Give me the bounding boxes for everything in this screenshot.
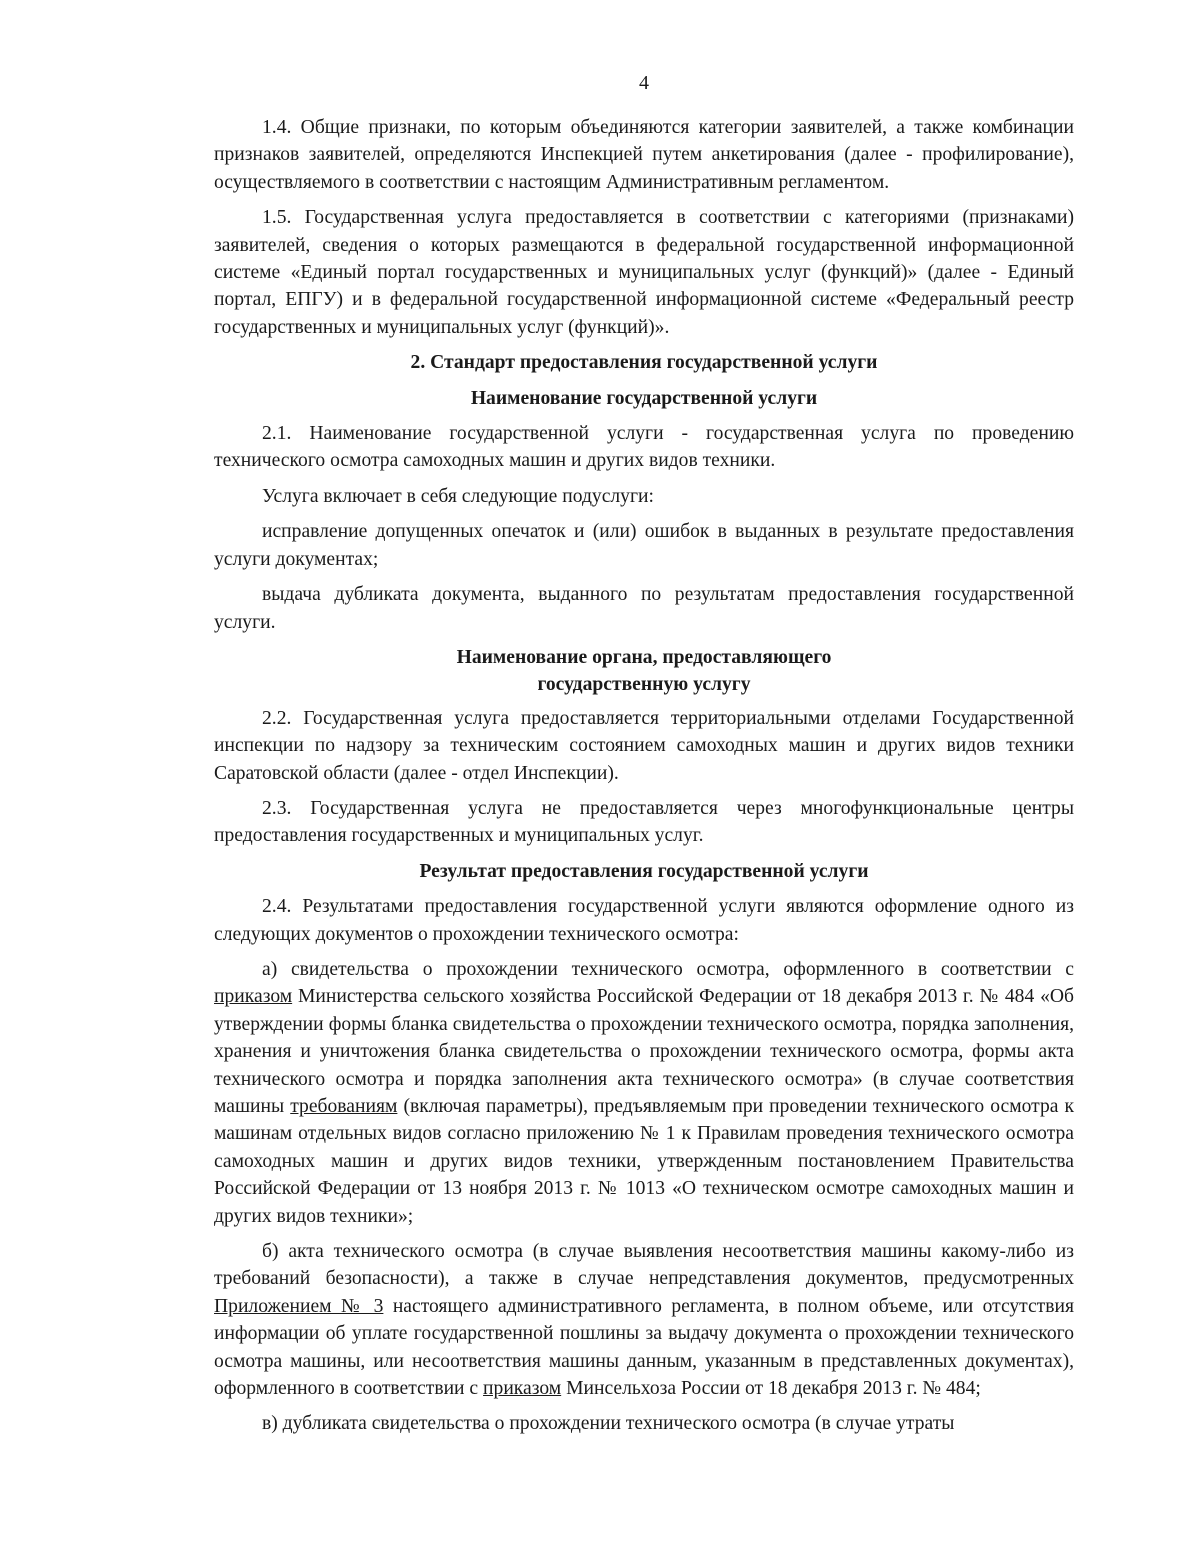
page-number: 4 [639,72,649,94]
subheading-service-name: Наименование государственной услуги [470,387,818,409]
item-a-text-2: Министерства сельского хозяйства Российской Федерации от 18 декабря 2013 г. № 484 «Об утверждении формы бланка свидетельства о прохождении технического осмотра, порядка заполнения, хранения и уничтожения бланка свидетельства о прохождении технического осмотра, формы акта технического осмотра и порядка заполнения акта технического осмотра» (в случае соответствия машины [214,986,1074,1117]
paragraph-correction: исправление допущенных опечаток и (или) ошибок в выданных в результате предоставления услуги документах; [214,521,1074,570]
paragraph-subservices: Услуга включает в себя следующие подуслуги: [262,485,654,507]
item-b-text-2: настоящего административного регламента, в полном объеме, или отсутствия информации об уплате государственной пошлины за выдачу документа о прохождении технического осмотра машины, или несоответствия машины данным, указанным в представленных документах), оформленного в соответствии с [214,1295,1074,1400]
item-a-text-3: (включая параметры), предъявляемым при проведении технического осмотра к машинам отдельных видов согласно приложению № 1 к Правилам проведения технического осмотра самоходных машин и других видов техники, утвержденным постановлением Правительства Российской Федерации от 13 ноября 2013 г. № 1013 «О техническом осмотре самоходных машин и других видов техники»; [214,1096,1075,1227]
paragraph-1-5: 1.5. Государственная услуга предоставляется в соответствии с категориями (признаками) заявителей, сведения о которых размещаются в федеральной государственной информационной системе «Единый портал государственных и муниципальных услуг (функций)» (далее - Единый портал, ЕПГУ) и в федеральной государственной информационной системе «Федеральный реестр государственных и муниципальных услуг (функций)». [214,207,1074,338]
link-appendix-3[interactable]: Приложением № 3 [214,1295,384,1317]
subheading-organ-line-2: государственную услугу [537,674,751,696]
paragraph-duplicate: выдача дубликата документа, выданного по результатам предоставления государственной услуги. [214,584,1074,633]
section-heading-standard: 2. Стандарт предоставления государственной услуги [410,352,878,374]
paragraph-item-a [214,956,1074,1230]
item-b-text-3: Минсельхоза России от 18 декабря 2013 г. № 484; [561,1378,981,1400]
link-order-minselkhoz[interactable]: приказом [483,1378,562,1400]
paragraph-2-1: 2.1. Наименование государственной услуги - государственная услуга по проведению технического осмотра самоходных машин и других видов техники. [214,423,1074,472]
paragraph-2-4: 2.4. Результатами предоставления государственной услуги являются оформление одного из следующих документов о прохождении технического осмотра: [214,896,1074,945]
link-order-484[interactable]: приказом [214,986,293,1008]
document-body [214,114,1074,1446]
link-requirements[interactable]: требованиям [290,1096,398,1117]
paragraph-2-3: 2.3. Государственная услуга не предоставляется через многофункциональные центры предоставления государственных и муниципальных услуг. [214,797,1074,847]
paragraph-item-b [214,1238,1074,1402]
subheading-organ-line-1: Наименование органа, предоставляющего [456,646,832,668]
paragraph-item-v: в) дубликата свидетельства о прохождении технического осмотра (в случае утраты [262,1413,955,1435]
paragraph-2-2: 2.2. Государственная услуга предоставляется территориальными отделами Государственной инспекции по надзору за техническим состоянием самоходных машин и других видов техники Саратовской области (далее - отдел Инспекции). [214,707,1074,784]
item-a-text-1: а) свидетельства о прохождении технического осмотра, оформленного в соответствии с [262,958,1074,980]
paragraph-1-4: 1.4. Общие признаки, по которым объединяются категории заявителей, а также комбинации признаков заявителей, определяются Инспекцией путем анкетирования (далее - профилирование), осуществляемого в соответствии с настоящим Административным регламентом. [214,117,1074,193]
item-b-text-1: б) акта технического осмотра (в случае выявления несоответствия машины какому-либо из требований безопасности), а также в случае непредставления документов, предусмотренных [214,1241,1074,1290]
subheading-organ [214,644,1074,699]
subheading-result: Результат предоставления государственной услуги [419,860,869,882]
